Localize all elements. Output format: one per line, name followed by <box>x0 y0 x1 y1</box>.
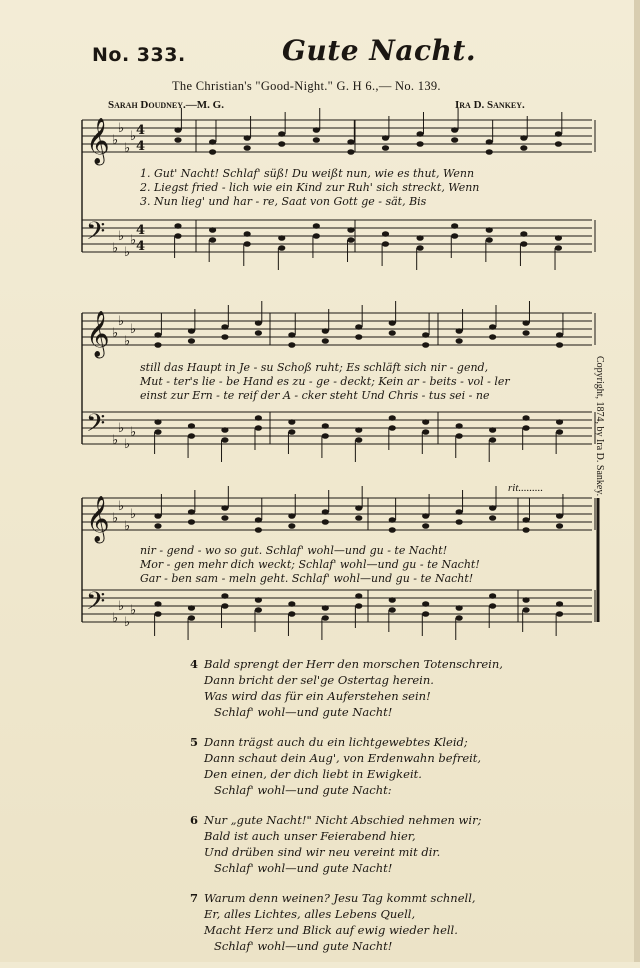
notehead <box>456 615 463 621</box>
flat-icon: ♭ <box>118 421 125 436</box>
flat-icon: ♭ <box>112 241 119 256</box>
notehead <box>489 505 496 511</box>
notehead <box>154 611 161 617</box>
notehead <box>188 433 195 439</box>
notehead <box>347 227 354 233</box>
flat-icon: ♭ <box>112 133 119 148</box>
bass-clef-icon: 𝄢 <box>86 217 106 252</box>
notehead <box>288 601 295 607</box>
notehead <box>520 231 527 237</box>
notehead <box>221 593 228 599</box>
notehead <box>154 523 161 529</box>
notehead <box>416 245 423 251</box>
notehead <box>313 233 320 239</box>
notehead <box>422 611 429 617</box>
notehead <box>188 328 195 334</box>
notehead <box>522 597 529 603</box>
notehead <box>154 513 161 519</box>
time-signature: 4 <box>136 239 146 254</box>
notehead <box>244 135 251 141</box>
copyright-notice: Copyright, 1874, by Ira D. Sankey. <box>594 356 605 497</box>
flat-icon: ♭ <box>118 499 125 514</box>
notehead <box>456 338 463 344</box>
stanza-line: Was wird das für ein Auferstehen sein! <box>204 689 431 703</box>
notehead <box>255 320 262 326</box>
stanza-number: 7 <box>190 891 199 905</box>
notehead <box>347 237 354 243</box>
hymn-title: Gute Nacht. <box>282 34 477 67</box>
notehead <box>288 429 295 435</box>
notehead <box>221 427 228 433</box>
notehead <box>389 607 396 613</box>
notehead <box>278 131 285 137</box>
notehead <box>221 505 228 511</box>
flat-icon: ♭ <box>130 507 137 522</box>
flat-icon: ♭ <box>112 511 119 526</box>
flat-icon: ♭ <box>118 599 125 614</box>
stanza-number: 5 <box>190 735 199 749</box>
lyric-line-s3-v3: Gar - ben sam - meln geht. Schlaf' wohl—und gu - te Nacht! <box>140 572 474 585</box>
notehead <box>522 320 529 326</box>
notehead <box>209 139 216 145</box>
notehead <box>489 334 496 340</box>
notehead <box>456 328 463 334</box>
notehead <box>154 332 161 338</box>
notehead <box>456 423 463 429</box>
notehead <box>555 235 562 241</box>
notehead <box>489 437 496 443</box>
flat-icon: ♭ <box>112 326 119 341</box>
notehead <box>520 241 527 247</box>
lyric-line-s3-v1: nir - gend - wo so gut. Schlaf' wohl—und gu - te Nacht! <box>140 544 448 557</box>
notehead <box>322 338 329 344</box>
bass-clef-icon: 𝄢 <box>86 409 106 444</box>
lyric-line-s1-v3: 3. Nun lieg' und har - re, Saat von Gott ge - sät, Bis <box>140 195 427 208</box>
notehead <box>347 139 354 145</box>
notehead <box>278 141 285 147</box>
notehead <box>456 605 463 611</box>
notehead <box>174 127 181 133</box>
notehead <box>556 513 563 519</box>
notehead <box>288 513 295 519</box>
notehead <box>489 603 496 609</box>
treble-clef-icon: 𝄞 <box>86 311 110 357</box>
notehead <box>486 237 493 243</box>
stanza-refrain: Schlaf' wohl—und gute Nacht! <box>214 861 393 875</box>
notehead <box>209 237 216 243</box>
notehead <box>244 231 251 237</box>
stanza-number: 6 <box>190 813 199 827</box>
notehead <box>174 223 181 229</box>
ritardando-mark: rit......... <box>508 482 544 494</box>
notehead <box>489 427 496 433</box>
notehead <box>486 149 493 155</box>
flat-icon: ♭ <box>124 141 131 156</box>
notehead <box>522 330 529 336</box>
notehead <box>555 131 562 137</box>
notehead <box>355 334 362 340</box>
lyric-line-s3-v2: Mor - gen mehr dich weckt; Schlaf' wohl—und gu - te Nacht! <box>140 558 480 571</box>
notehead <box>486 139 493 145</box>
stanza-line: Den einen, der dich liebt in Ewigkeit. <box>204 767 422 781</box>
notehead <box>522 425 529 431</box>
stanza-refrain: Schlaf' wohl—und gute Nacht! <box>214 939 393 953</box>
notehead <box>322 605 329 611</box>
notehead <box>422 419 429 425</box>
stanza-refrain: Schlaf' wohl—und gute Nacht! <box>214 705 393 719</box>
flat-icon: ♭ <box>130 322 137 337</box>
stanza-line: Nur „gute Nacht!" Nicht Abschied nehmen wir; <box>204 813 482 827</box>
notehead <box>209 227 216 233</box>
notehead <box>322 423 329 429</box>
notehead <box>188 519 195 525</box>
notehead <box>255 527 262 533</box>
notehead <box>555 141 562 147</box>
notehead <box>555 245 562 251</box>
notehead <box>154 419 161 425</box>
treble-clef-icon: 𝄞 <box>86 118 110 164</box>
notehead <box>221 437 228 443</box>
notehead <box>389 597 396 603</box>
notehead <box>209 149 216 155</box>
notehead <box>355 427 362 433</box>
lyric-line-s1-v2: 2. Liegst fried - lich wie ein Kind zur Ruh' sich streckt, Wenn <box>140 181 480 194</box>
notehead <box>556 419 563 425</box>
notehead <box>313 127 320 133</box>
notehead <box>188 615 195 621</box>
flat-icon: ♭ <box>118 314 125 329</box>
notehead <box>322 519 329 525</box>
notehead <box>313 137 320 143</box>
notehead <box>456 519 463 525</box>
notehead <box>556 601 563 607</box>
flat-icon: ♭ <box>130 129 137 144</box>
stanza-5 <box>190 734 510 798</box>
notehead <box>188 605 195 611</box>
notehead <box>416 141 423 147</box>
notehead <box>556 332 563 338</box>
notehead <box>520 145 527 151</box>
notehead <box>154 429 161 435</box>
notehead <box>255 607 262 613</box>
additional-stanzas <box>190 656 510 968</box>
notehead <box>347 149 354 155</box>
flat-icon: ♭ <box>130 603 137 618</box>
lyric-line-s2-v1: still das Haupt in Je - su Schoß ruht; Es schläft sich nir - gend, <box>140 361 489 374</box>
notehead <box>255 415 262 421</box>
notehead <box>422 332 429 338</box>
stanza-line: Dann schaut dein Aug', von Erdenwahn befreit, <box>204 751 482 765</box>
stanza-line: Warum denn weinen? Jesu Tag kommt schnell, <box>204 891 476 905</box>
notehead <box>313 223 320 229</box>
notehead <box>188 338 195 344</box>
notehead <box>322 509 329 515</box>
notehead <box>355 593 362 599</box>
stanza-line: Dann bricht der sel'ge Ostertag herein. <box>204 673 434 687</box>
notehead <box>456 433 463 439</box>
notehead <box>278 235 285 241</box>
notehead <box>288 523 295 529</box>
stanza-4 <box>190 656 510 720</box>
notehead <box>221 515 228 521</box>
notehead <box>188 423 195 429</box>
notehead <box>174 137 181 143</box>
notehead <box>422 429 429 435</box>
time-signature: 4 <box>136 123 146 138</box>
notehead <box>244 145 251 151</box>
stanza-number: 4 <box>190 657 199 671</box>
notehead <box>556 611 563 617</box>
flat-icon: ♭ <box>124 245 131 260</box>
notehead <box>522 607 529 613</box>
flat-icon: ♭ <box>124 437 131 452</box>
notehead <box>288 342 295 348</box>
lyric-line-s2-v2: Mut - ter's lie - be Hand es zu - ge - deckt; Kein ar - beits - vol - ler <box>140 375 510 388</box>
notehead <box>416 131 423 137</box>
notehead <box>556 523 563 529</box>
notehead <box>520 135 527 141</box>
notehead <box>355 603 362 609</box>
stanza-line: Bald ist auch unser Feierabend hier, <box>204 829 416 843</box>
notehead <box>188 509 195 515</box>
notehead <box>422 342 429 348</box>
flat-icon: ♭ <box>130 233 137 248</box>
bass-clef-icon: 𝄢 <box>86 587 106 622</box>
stanza-line: Macht Herz und Blick auf ewig wieder hell. <box>204 923 458 937</box>
treble-clef-icon: 𝄞 <box>86 496 110 542</box>
notehead <box>322 328 329 334</box>
notehead <box>154 342 161 348</box>
notehead <box>389 330 396 336</box>
notehead <box>456 509 463 515</box>
notehead <box>422 601 429 607</box>
flat-icon: ♭ <box>124 519 131 534</box>
notehead <box>522 415 529 421</box>
lyricist-credit: Sarah Doudney.—M. G. <box>108 99 224 111</box>
stanza-line: Und drüben sind wir neu vereint mit dir. <box>204 845 441 859</box>
notehead <box>389 415 396 421</box>
flat-icon: ♭ <box>118 229 125 244</box>
notehead <box>322 433 329 439</box>
notehead <box>355 324 362 330</box>
hymn-subtitle: The Christian's "Good-Night." G. H 6.,— No. 139. <box>172 79 441 93</box>
stanza-refrain: Schlaf' wohl—und gute Nacht: <box>214 783 392 797</box>
notehead <box>451 127 458 133</box>
notehead <box>355 505 362 511</box>
notehead <box>389 527 396 533</box>
notehead <box>255 517 262 523</box>
notehead <box>288 611 295 617</box>
notehead <box>288 332 295 338</box>
stanza-7 <box>190 890 510 954</box>
hymn-number: No. 333. <box>92 44 186 66</box>
notehead <box>382 135 389 141</box>
notehead <box>389 517 396 523</box>
notehead <box>278 245 285 251</box>
stanza-line: Er, alles Lichtes, alles Lebens Quell, <box>204 907 416 921</box>
time-signature: 4 <box>136 139 146 154</box>
notehead <box>422 513 429 519</box>
flat-icon: ♭ <box>112 433 119 448</box>
notehead <box>382 231 389 237</box>
composer-credit: Ira D. Sankey. <box>455 99 525 111</box>
notehead <box>355 437 362 443</box>
notehead <box>288 419 295 425</box>
stanza-6 <box>190 812 510 876</box>
lyric-line-s1-v1: 1. Gut' Nacht! Schlaf' süß! Du weißt nun, wie es thut, Wenn <box>140 167 475 180</box>
flat-icon: ♭ <box>130 425 137 440</box>
notehead <box>451 137 458 143</box>
flat-icon: ♭ <box>124 615 131 630</box>
notehead <box>522 527 529 533</box>
notehead <box>489 324 496 330</box>
notehead <box>244 241 251 247</box>
notehead <box>486 227 493 233</box>
notehead <box>322 615 329 621</box>
flat-icon: ♭ <box>124 334 131 349</box>
stanza-line: Dann trägst auch du ein lichtgewebtes Kleid; <box>204 735 468 749</box>
notehead <box>556 429 563 435</box>
notehead <box>489 593 496 599</box>
notehead <box>221 603 228 609</box>
notehead <box>382 241 389 247</box>
notehead <box>522 517 529 523</box>
notehead <box>255 597 262 603</box>
notehead <box>489 515 496 521</box>
notehead <box>221 324 228 330</box>
notehead <box>422 523 429 529</box>
notehead <box>451 233 458 239</box>
time-signature: 4 <box>136 223 146 238</box>
notehead <box>416 235 423 241</box>
notehead <box>154 601 161 607</box>
notehead <box>556 342 563 348</box>
flat-icon: ♭ <box>118 121 125 136</box>
flat-icon: ♭ <box>112 611 119 626</box>
stanza-line: Bald sprengt der Herr den morschen Totenschrein, <box>204 657 503 671</box>
notehead <box>355 515 362 521</box>
notehead <box>255 330 262 336</box>
notehead <box>382 145 389 151</box>
notehead <box>221 334 228 340</box>
notehead <box>389 320 396 326</box>
notehead <box>255 425 262 431</box>
notehead <box>389 425 396 431</box>
notehead <box>451 223 458 229</box>
lyric-line-s2-v3: einst zur Ern - te reif der A - cker steht Und Chris - tus sei - ne <box>140 389 490 402</box>
notehead <box>174 233 181 239</box>
